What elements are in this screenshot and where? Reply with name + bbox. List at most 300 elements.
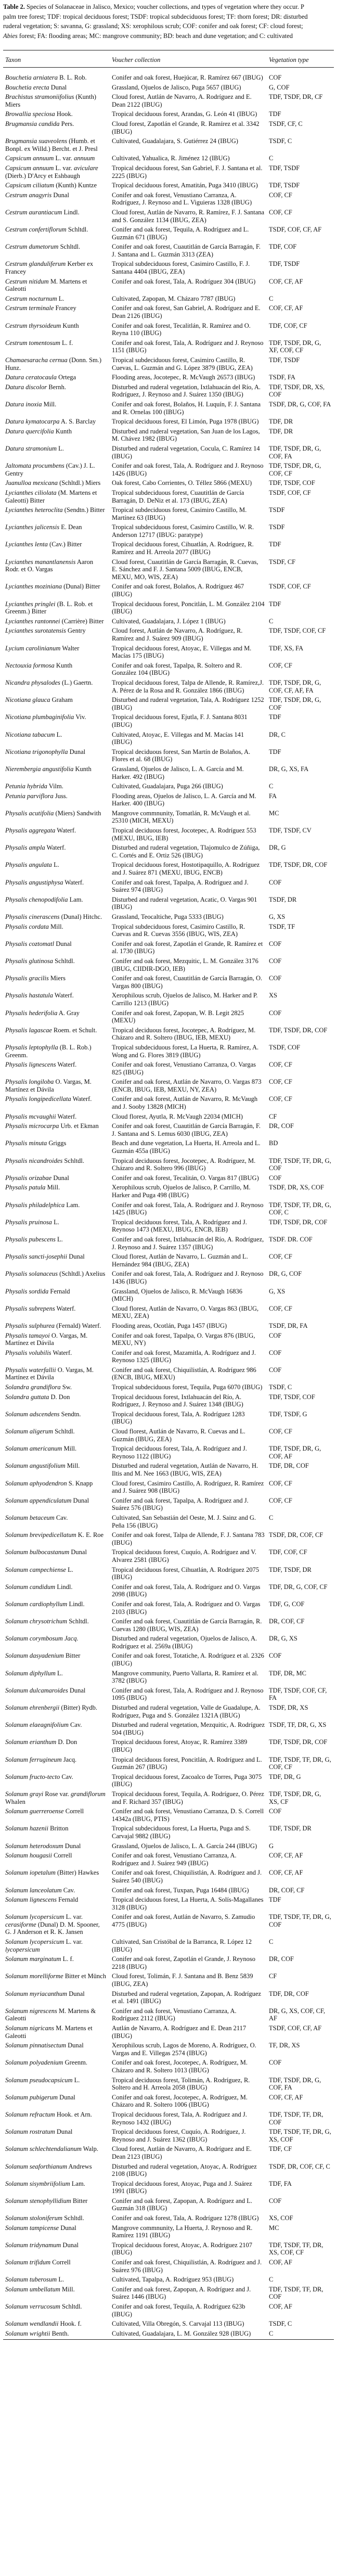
taxon-name: Datura stramonium: [5, 444, 57, 452]
taxon-author: L. var.: [54, 164, 74, 172]
taxon-cell: [3, 973, 110, 991]
table-row: [3, 1427, 334, 1444]
vegetation-cell: COF: [269, 1331, 282, 1339]
taxon-cell: [3, 1121, 110, 1138]
vegetation-cell: DR, COF: [269, 1955, 294, 1963]
taxon-name: Physalis lignescens: [5, 1061, 56, 1069]
taxon-cell: [3, 2075, 110, 2093]
vegetation-cell: COF, CF: [269, 1428, 292, 1436]
voucher-cell: Cloud forest, Autlán de Navarro, A. Rodríguez and E. Dean 2122 (IBUG): [112, 93, 252, 108]
vegetation-cell: COF: [269, 878, 282, 886]
voucher-cell: Cultivated, Atoyac, E. Villegas and M. Macías 141 (IBUG): [112, 730, 244, 746]
taxon-author: Francey: [54, 304, 76, 312]
table-row: [3, 1252, 334, 1269]
taxon-name: Solanum candidum: [5, 1583, 56, 1591]
taxon-cell: [3, 153, 110, 163]
table-row: [3, 190, 334, 208]
taxon-author: Waterf.: [56, 1061, 77, 1069]
taxon-author: O. Vargas, M. Martínez et Dávila: [5, 1331, 88, 1347]
vegetation-cell: TDF, TSDF, TF, DR, XS, COF, CF: [269, 2241, 323, 2257]
taxon-cell: [3, 190, 110, 208]
voucher-cell: Mangrove community, Puerto Vallarta, R. Ramírez et al. 3782 (IBUG): [112, 1669, 258, 1685]
voucher-cell: Cloud forest, Autlán de Navarro, A. Rodríguez and E. Dean 2123 (IBUG): [112, 2145, 252, 2160]
vegetation-cell: TDF, DR, G: [269, 1773, 301, 1780]
header-vegetation: Vegetation type: [269, 56, 309, 63]
table-row: [3, 1851, 334, 1868]
table-row: [3, 1720, 334, 1737]
taxon-name: Solanum lignescens: [5, 1896, 57, 1904]
taxon-name: Solanum corymbosum Jacq.: [5, 1635, 79, 1643]
taxon-author: Mill.: [45, 1184, 60, 1191]
table-row: [3, 427, 334, 444]
voucher-cell: Tropical deciduous forest, Ixtlahuacán del Río, A. Rodríguez, J. Reynoso and J. Suárez 1348 (IBUG): [112, 1393, 243, 1408]
vegetation-cell: TDF: [269, 1896, 281, 1904]
table-row: [3, 1348, 334, 1365]
taxon-name: Solanum umbellatum: [5, 2285, 60, 2293]
voucher-cell: Grassland, Ojuelos de Jalisco, Puga 5657 (IBUG): [112, 83, 241, 91]
taxon-name: Solanum lycopersicum: [5, 1913, 64, 1921]
table-row: [3, 1989, 334, 2006]
taxon-cell: [3, 2196, 110, 2213]
taxon-name: Solanum chrysotrichum: [5, 1618, 68, 1625]
voucher-cell: Cloud florest, Autlán de Navarro, O. Vargas 863 (IBUG, MEXU, ZEA): [112, 1304, 259, 1320]
taxon-author: Lindl.: [67, 1600, 85, 1608]
taxon-cell: [3, 119, 110, 136]
taxon-name: Solanum ehrenbergii: [5, 1704, 60, 1712]
voucher-cell: Cultivated, Yahualica, R. Jiménez 12 (IBUG): [112, 155, 230, 162]
taxon-name: lycopersicum: [5, 1945, 40, 1953]
taxon-name: Solanum rostratum: [5, 2128, 55, 2136]
vegetation-cell: G, XS: [269, 913, 286, 920]
taxon-author: Hook. f.: [58, 2320, 82, 2328]
vegetation-cell: TDF, TSDF, DR, G, COF, FA: [269, 2076, 321, 2092]
voucher-cell: Conifer and oak forest, Tala, A. Rodríguez and J. Reynoso 1151 (IBUG): [112, 339, 264, 354]
vegetation-cell: TSDF, DR, XS: [269, 1704, 308, 1712]
table-row: [3, 259, 334, 276]
taxon-name: Cestrum dumetorum: [5, 243, 59, 251]
table-row: [3, 294, 334, 304]
vegetation-cell: TSDF, COF, CF, AF: [269, 2024, 322, 2032]
table-row: [3, 2275, 334, 2285]
voucher-cell: Oak forest, Cabo Corrientes, O. Téllez 5866 (MEXU): [112, 479, 252, 487]
taxon-cell: [3, 1392, 110, 1409]
table-row: [3, 1912, 334, 1937]
taxon-cell: [3, 826, 110, 843]
taxon-cell: [3, 2006, 110, 2023]
taxon-author: Cav.: [61, 1886, 75, 1894]
vegetation-cell: TDF: [269, 600, 281, 608]
table-row: [3, 136, 334, 153]
vegetation-cell: TDF, XS, FA: [269, 644, 304, 652]
table-row: [3, 522, 334, 540]
voucher-cell: Conifer and oak forest, Zapotlán el Grande, R. Ramírez et al. 1730 (IBUG): [112, 940, 263, 955]
taxon-cell: [3, 1824, 110, 1841]
taxon-cell: [3, 1989, 110, 2006]
table-row: [3, 242, 334, 259]
taxon-name: Physalis cordata: [5, 922, 49, 930]
vegetation-cell: TDF, FA: [269, 2180, 292, 2187]
taxon-author: L.: [66, 1566, 73, 1573]
taxon-cell: [3, 1703, 110, 1720]
taxon-author: Gentry: [66, 627, 86, 635]
taxon-author: Mill.: [62, 1445, 77, 1453]
taxon-name: Physalis lagascae: [5, 1026, 52, 1034]
taxon-author: D. Don: [49, 1393, 70, 1401]
taxon-author: Greenm.: [63, 2059, 87, 2067]
table-row: [3, 661, 334, 678]
taxon-cell: [3, 1895, 110, 1912]
vegetation-cell: TDF, TSDF, G: [269, 1410, 307, 1418]
table-row: [3, 2127, 334, 2144]
vegetation-cell: TDF, TSDF, DR, COF: [269, 861, 328, 869]
taxon-cell: [3, 1669, 110, 1686]
voucher-cell: Tropical deciduous forest, Cihuatlán, A. Rodríguez, R. Ramírez and H. Arreola 2077 (IBUG): [112, 541, 254, 556]
taxon-cell: [3, 461, 110, 478]
taxon-cell: [3, 644, 110, 661]
voucher-cell: Cultivated, Guadalajara, Puga 266 (IBUG): [112, 783, 223, 790]
vegetation-cell: C: [269, 617, 274, 625]
table-row: [3, 2075, 334, 2093]
table-row: [3, 809, 334, 826]
voucher-cell: Conifer and oak forest, Mazamitla, A. Rodríguez and J. Reynoso 1325 (IBUG): [112, 1349, 256, 1364]
table-row: [3, 163, 334, 181]
taxon-author: (Cav.) Bitter: [47, 541, 82, 548]
taxon-cell: [3, 1444, 110, 1461]
table-row: [3, 1382, 334, 1392]
taxon-author: Aaron Rodr. et O. Vargas: [5, 558, 94, 573]
voucher-cell: Xerophilous scrub, Ojuelos de Jalisco, M. Harker and P. Carrillo 1213 (IBUG): [112, 992, 258, 1007]
vegetation-cell: TDF, DR, COF: [269, 1990, 309, 1997]
table-row: [3, 895, 334, 912]
table-row: [3, 1617, 334, 1634]
taxon-name: Solanum lycopersicum: [5, 1938, 64, 1946]
taxon-author: Lam.: [70, 2180, 85, 2187]
voucher-cell: Conifer and oak forest, Huejúcar, R. Ramírez 667 (IBUG): [112, 74, 263, 81]
voucher-cell: Conifer and oak forest, Ixtlahuacán del Río, A. Rodríguez, J. Reynoso and J. Suárez 1357 (IBUG): [112, 1235, 264, 1251]
taxon-author: L.: [51, 861, 59, 869]
vegetation-cell: TDF, TSDF, COF, CF: [269, 627, 326, 635]
taxon-author: Waterf.: [45, 844, 66, 852]
taxon-name: Solanum aphyodendron: [5, 1479, 67, 1487]
voucher-cell: Conifer and oak forest, Tapalpa, R. Soltero and R. González 104 (IBUG): [112, 661, 242, 677]
taxon-name: Lycianthes lenta: [5, 541, 48, 548]
taxon-cell: [3, 2302, 110, 2319]
voucher-cell: Disturbed and ruderal vegetation, Tala, A. Rodríguez 1252 (IBUG): [112, 696, 264, 711]
taxon-author: Andrews: [67, 2162, 92, 2170]
voucher-cell: Tropical deciduous forest, Tala, A. Rodríguez and J. Reynoso 1473 (MEXU, IBUG, ENCB, IEB): [112, 1218, 247, 1234]
taxon-name: Solanum nigricans: [5, 2024, 55, 2032]
species-table: [3, 50, 334, 2339]
taxon-author: Dunal: [68, 1686, 86, 1694]
taxon-author: S. Knapp: [67, 1479, 93, 1487]
taxon-name: Solanum betaceum: [5, 1514, 55, 1521]
taxon-author: Dunal: [67, 1253, 85, 1261]
vegetation-cell: TDF, TSDF, DR, CF: [269, 93, 323, 101]
voucher-cell: Conifer and oak forest, Cuautitlán de García Barragán, R. Cuevas 1280 (IBUG, WIS, ZEA): [112, 1618, 262, 1633]
taxon-name: Solanum tuberosum: [5, 2276, 57, 2284]
vegetation-cell: TDF, COF: [269, 243, 297, 251]
taxon-cell: [3, 956, 110, 973]
taxon-name: Petunia parviflora: [5, 792, 54, 800]
table-row: [3, 2302, 334, 2319]
taxon-cell: [3, 695, 110, 712]
table-row: [3, 791, 334, 809]
vegetation-cell: TDF, TSDF, TF, DR, G, XS, COF: [269, 2128, 331, 2143]
table-row: [3, 1547, 334, 1565]
taxon-author: Schltdl.: [53, 957, 75, 965]
taxon-cell: [3, 2058, 110, 2075]
taxon-cell: [3, 895, 110, 912]
voucher-cell: Conifer and oak forest, Tuxpan, Puga 16484 (IBUG): [112, 1886, 249, 1894]
taxon-author: Britton: [48, 1825, 69, 1832]
taxon-author: M. Martens & Galeotti: [5, 2007, 96, 2022]
taxon-author: L. f.: [61, 1955, 74, 1963]
taxon-author: Dunal: [69, 1548, 87, 1556]
taxon-name: Solanum refractum: [5, 2110, 55, 2118]
taxon-name: Solanum myriacanthum: [5, 1990, 68, 1997]
table-row: [3, 843, 334, 860]
vegetation-cell: TDF, TSDF: [269, 182, 300, 189]
taxon-cell: [3, 2258, 110, 2275]
taxon-author: Waterf.: [51, 1349, 72, 1356]
vegetation-cell: COF, CF: [269, 1078, 292, 1086]
table-row: [3, 1737, 334, 1754]
taxon-author: Waterf.: [56, 1112, 77, 1120]
taxon-name: Solanum americanum: [5, 1445, 62, 1453]
vegetation-cell: TDF, DR, COF: [269, 1462, 309, 1470]
voucher-cell: Cultivated, Guadalajara, S. Gutiérrez 24 (IBUG): [112, 137, 238, 145]
taxon-name: Physalis coztomatl: [5, 940, 55, 947]
table-row: [3, 208, 334, 225]
table-row: [3, 599, 334, 617]
voucher-cell: Tropical deciduous forest, Cihuatlán, A. Rodríguez 2075 (IBUG): [112, 1566, 260, 1581]
taxon-author: Sw.: [60, 1383, 72, 1391]
voucher-cell: Disturbed and ruderal vegetation, Valle de Guadalupe, A. Rodríguez, Puga and S. González 1321A (IBUG): [112, 1704, 261, 1719]
taxon-author: Mill.: [48, 922, 63, 930]
voucher-cell: Disturbed and ruderal vegetation, Cocula, C. Ramírez 14 (IBUG): [112, 444, 260, 460]
voucher-cell: Conifer and oak forest, Zapopan, A. Rodríguez and L. Guzmán 318 (IBUG): [112, 2197, 253, 2212]
taxon-name: Brachistus stramoniifolius: [5, 93, 74, 101]
voucher-cell: Cultivated, Tapalpa, A. Rodríguez 953 (IBUG): [112, 2276, 234, 2284]
taxon-author: Lindl.: [62, 208, 80, 216]
taxon-author: Dunal: [63, 1842, 81, 1850]
taxon-name: Solanum iopetalum: [5, 1869, 56, 1877]
vegetation-cell: COF: [269, 1174, 282, 1182]
taxon-name: Physalis nicandroides: [5, 1157, 63, 1164]
vegetation-cell: TDF, TSDF, TF, DR, G, COF, CF: [269, 1755, 331, 1771]
taxon-name: Solanum seaforthianum: [5, 2162, 68, 2170]
table-row: [3, 939, 334, 956]
taxon-name: Cestrum nitidum: [5, 277, 49, 285]
voucher-cell: Disturbed and ruderal vegetation, Tlajomulco de Zúñiga, C. Cortés and E. Ortiz 526 (IBUG): [112, 844, 260, 859]
taxon-cell: [3, 1026, 110, 1043]
taxon-name: Brugmansia suaveolens: [5, 137, 68, 145]
vegetation-cell: TSDF, C: [269, 1383, 292, 1391]
taxon-cell: [3, 1409, 110, 1427]
table-row: [3, 1392, 334, 1409]
voucher-cell: Flooding areas, Jocotepec, R. McVaugh 26573 (IBUG): [112, 374, 255, 381]
table-row: [3, 540, 334, 557]
voucher-cell: Conifer and oak forest, Tapalpa, A. Rodríguez and J. Suárez 576 (IBUG): [112, 1496, 249, 1512]
taxon-name: Cestrum glanduliferum: [5, 260, 66, 268]
taxon-name: Lycianthes ciliolata: [5, 489, 57, 496]
taxon-author: Schltdl.: [66, 226, 88, 234]
voucher-cell: Tropical subdeciduous forest, Casimiro Castillo, W. R. Anderson 12717 (IBUG: paratype): [112, 523, 254, 539]
vegetation-cell: TSDF. DR. COF: [269, 1235, 313, 1243]
table-row: [3, 747, 334, 764]
table-row: [3, 1582, 334, 1599]
table-row: [3, 1789, 334, 1806]
taxon-cell: [3, 1720, 110, 1737]
voucher-cell: Conifer and oak forest, Chiquilistlán, A. Rodríguez and J. Suárez 540 (IBUG): [112, 1869, 262, 1884]
vegetation-cell: TDF, DR: [269, 427, 293, 435]
voucher-cell: Disturbed and ruderal vegetation, Atoyac, A. Rodríguez 2108 (IBUG): [112, 2162, 257, 2178]
table-row: [3, 1971, 334, 1989]
vegetation-cell: COF: [269, 1808, 282, 1815]
taxon-name: Solanum schlechtendalianum: [5, 2145, 82, 2153]
vegetation-cell: TDF, TSDF, DR: [269, 1825, 312, 1832]
taxon-cell: [3, 939, 110, 956]
taxon-cell: [3, 400, 110, 417]
taxon-author: Kunth: [54, 661, 73, 669]
vegetation-cell: C: [269, 2329, 274, 2337]
taxon-cell: [3, 1304, 110, 1321]
taxon-cell: [3, 1479, 110, 1496]
vegetation-cell: TDF, DR, MC: [269, 1669, 306, 1677]
taxon-cell: [3, 1112, 110, 1122]
vegetation-cell: COF: [269, 2059, 282, 2067]
voucher-cell: Tropical deciduous forest, Arandas, G. León 41 (IBUG): [112, 110, 257, 118]
taxon-cell: [3, 1043, 110, 1060]
voucher-cell: Conifer and oak forest, Autlán de Navarro, R. McVaugh and J. Sooby 13828 (MICH): [112, 1095, 258, 1111]
table-row: [3, 1954, 334, 1971]
vegetation-cell: DR, G, XS, COF, CF, AF: [269, 2007, 326, 2022]
taxon-author: (M. Martens et Galeotti) Bitter: [5, 489, 97, 504]
taxon-name: Lycium carolinianum: [5, 644, 61, 652]
taxon-name: Lycianthes rantonnei: [5, 617, 60, 625]
taxon-cell: [3, 1582, 110, 1599]
taxon-cell: [3, 321, 110, 338]
vegetation-cell: COF, CF: [269, 1095, 292, 1103]
table-row: [3, 1806, 334, 1824]
header-taxon: Taxon: [5, 56, 21, 63]
taxon-name: Physalis orizabae: [5, 1174, 52, 1182]
taxon-name: Solandra guttata: [5, 1393, 49, 1401]
vegetation-cell: TDF, TSDF, DR, COF: [269, 1218, 328, 1226]
taxon-cell: [3, 2240, 110, 2258]
taxon-author: Schltdl.: [60, 2303, 82, 2310]
taxon-author: Kunth: [73, 765, 92, 773]
vegetation-cell: COF, CF, AF: [269, 2093, 303, 2101]
voucher-cell: Tropical deciduous forest, Hostotipaquillo, A. Rodríguez and J. Suárez 871 (MEXU, IBUG, ENCB): [112, 861, 260, 877]
taxon-cell: [3, 712, 110, 729]
taxon-author: Kunth: [54, 427, 72, 435]
taxon-author: Mill.: [60, 2285, 75, 2293]
table-row: [3, 626, 334, 643]
taxon-author: Benth.: [50, 2329, 69, 2337]
taxon-name: Solanum fructo-tecto: [5, 1773, 60, 1780]
taxon-name: Physalis sulphurea: [5, 1322, 55, 1329]
taxon-author: Rose var.: [43, 1790, 71, 1798]
taxon-author: Viv.: [74, 713, 86, 721]
taxon-cell: [3, 478, 110, 488]
taxon-cell: [3, 1156, 110, 1173]
taxon-name: Chamaesaracha cernua: [5, 356, 68, 364]
taxon-cell: [3, 1200, 110, 1217]
voucher-cell: Cultivated, San Sebastián del Oeste, M. J. Sainz and G. Peña 156 (IBUG): [112, 1514, 256, 1529]
voucher-cell: Cloud forest, Autlán de Navarro, R. Ramírez, F. J. Santana and S. González 1134 (IBUG, ZEA): [112, 208, 265, 224]
taxon-author: L. var.: [64, 1938, 83, 1946]
vegetation-cell: TSDF, C: [269, 137, 292, 145]
taxon-name: Physalis gracilis: [5, 975, 49, 982]
taxon-name: Datura ceratocaula: [5, 374, 57, 381]
taxon-name: Cestrum confertiflorum: [5, 226, 67, 234]
taxon-cell: [3, 417, 110, 427]
vegetation-cell: TSDF: [269, 506, 285, 514]
taxon-cell: [3, 557, 110, 582]
table-row: [3, 912, 334, 922]
vegetation-cell: FA: [269, 792, 277, 800]
taxon-author: B. L. Rob.: [58, 74, 87, 81]
table-row: [3, 1937, 334, 1954]
vegetation-cell: TSDF, CF, C: [269, 120, 303, 127]
taxon-author: Miers: [48, 975, 66, 982]
taxon-cell: [3, 678, 110, 695]
taxon-author: Lindl.: [55, 1583, 73, 1591]
taxon-name: Physalis longipedicellata: [5, 1095, 71, 1103]
voucher-cell: Disturbed and ruderal vegetation, Acatic, O. Vargas 901 (IBUG): [112, 895, 257, 911]
taxon-name: Nicotiana plumbaginifolia: [5, 713, 74, 721]
taxon-name: Physalis glutinosa: [5, 957, 54, 965]
taxon-author: Dunal: [55, 2128, 73, 2136]
vegetation-cell: TSDF, COF, CF: [269, 489, 311, 496]
taxon-cell: [3, 1651, 110, 1668]
taxon-cell: [3, 1772, 110, 1789]
table-row: [3, 153, 334, 163]
vegetation-cell: DR, C: [269, 730, 286, 738]
voucher-cell: Conifer and oak forest, Zapotlán el Grande, J. Reynoso 2218 (IBUG): [112, 1955, 255, 1970]
taxon-cell: [3, 912, 110, 922]
table-row: [3, 1304, 334, 1321]
taxon-author: (Bitter) Hawkes: [55, 1869, 99, 1877]
taxon-author: Waterf.: [55, 1304, 76, 1312]
taxon-name: Physalis subrepens: [5, 1304, 55, 1312]
taxon-cell: [3, 338, 110, 355]
vegetation-cell: TSDF, COF: [269, 1043, 301, 1051]
taxon-name: Cestrum tomentosum: [5, 339, 60, 347]
vegetation-cell: G, COF: [269, 83, 290, 91]
table-row: [3, 1043, 334, 1060]
taxon-name: Solanum trifidum: [5, 2259, 51, 2266]
taxon-cell: [3, 2179, 110, 2196]
taxon-cell: [3, 1217, 110, 1235]
vegetation-cell: MC: [269, 2224, 279, 2232]
table-row: [3, 1077, 334, 1094]
taxon-name: Solanum hazenii: [5, 1825, 48, 1832]
table-row: [3, 225, 334, 242]
taxon-author: (Miers) Sandwith: [54, 809, 101, 817]
taxon-name: Solanum appendiculatum: [5, 1496, 72, 1504]
taxon-name: Physalis angulata: [5, 861, 52, 869]
taxon-cell: [3, 83, 110, 93]
table-row: [3, 1183, 334, 1200]
table-row: [3, 1634, 334, 1651]
taxon-name: Lycianthes pringlei: [5, 600, 56, 608]
taxon-author: Urb. et Ekman: [59, 1122, 99, 1130]
taxon-cell: [3, 1886, 110, 1895]
voucher-cell: Conifer and oak forest, Tala, A. Rodríguez and O. Vargas 2098 (IBUG): [112, 1583, 261, 1598]
voucher-cell: Tropical deciduous forest, Atoyac, E. Villegas and M. Macías 175 (IBUG): [112, 644, 252, 660]
